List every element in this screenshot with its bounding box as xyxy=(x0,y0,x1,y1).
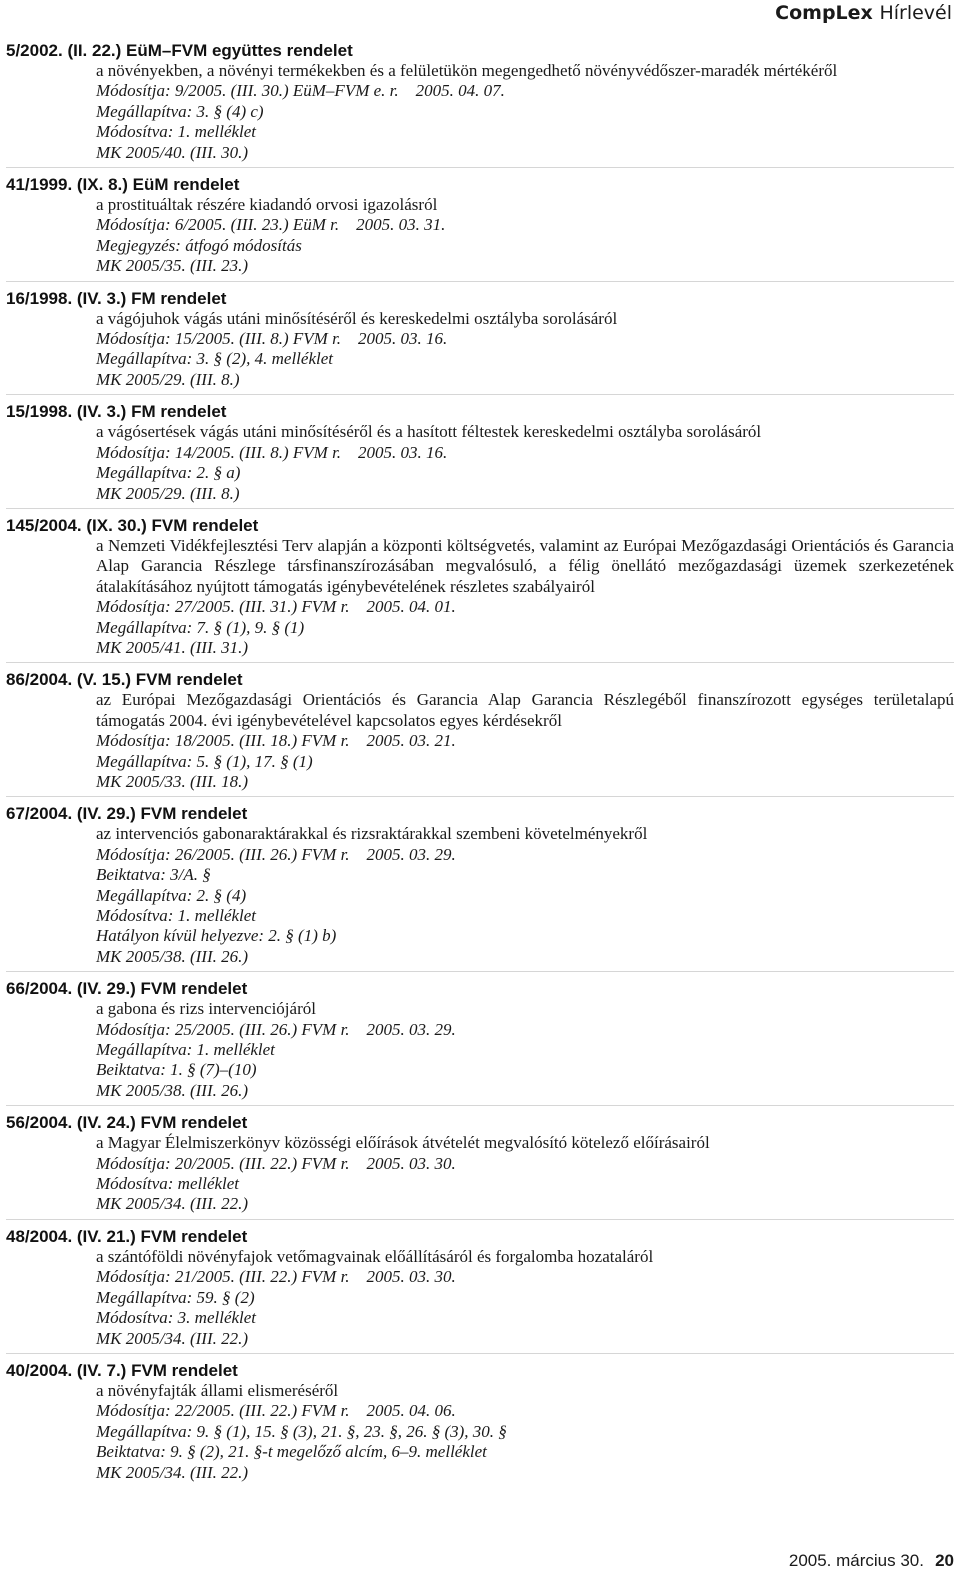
amendment-note: Módosítva: 1. melléklet xyxy=(96,906,257,925)
amendment-note: Beiktatva: 3/A. § xyxy=(96,865,211,885)
amendment-note: MK 2005/34. (III. 22.) xyxy=(96,1328,249,1348)
regulation-title: 67/2004. (IV. 29.) FVM rendelet xyxy=(6,804,248,824)
regulation-details xyxy=(6,422,954,504)
amendment-note: MK 2005/38. (III. 26.) xyxy=(96,1080,249,1100)
amendment-note: Módosítja: 14/2005. (III. 8.) FVM r. 2005. 03. 16. xyxy=(96,442,448,462)
amendment-note: Megállapítva: 2. § a) xyxy=(96,463,241,483)
amendment-note: Megállapítva: 1. melléklet xyxy=(96,1040,275,1060)
amendment-note: Módosítja: 26/2005. (III. 26.) FVM r. 2005. 03. 29. xyxy=(96,844,456,864)
regulation-description: a növényekben, a növényi termékekben és a felületükön megengedhető növényvédőszer-maradék mértékéről xyxy=(96,61,838,80)
regulation-details xyxy=(6,1381,954,1483)
regulation-title: 48/2004. (IV. 21.) FVM rendelet xyxy=(6,1226,248,1246)
amendment-note: Módosítja: 6/2005. (III. 23.) EüM r. 2005. 03. 31. xyxy=(96,215,446,235)
regulation-description: a prostituáltak részére kiadandó orvosi igazolásról xyxy=(96,195,438,215)
amendment-note: Módosítja: 22/2005. (III. 22.) FVM r. 2005. 04. 06. xyxy=(96,1401,456,1421)
regulation-details xyxy=(6,824,954,967)
regulation-entry xyxy=(6,1226,954,1354)
regulation-entry xyxy=(6,1112,954,1220)
amendment-note: Módosítja: 20/2005. (III. 22.) FVM r. 2005. 03. 30. xyxy=(96,1153,456,1173)
amendment-note: Módosítja: 15/2005. (III. 8.) FVM r. 2005. 03. 16. xyxy=(96,329,448,349)
header-brand xyxy=(775,2,952,24)
amendment-note: Módosítva: 3. melléklet xyxy=(96,1308,257,1328)
footer-date: 2005. március 30. xyxy=(788,1551,924,1570)
amendment-note: Megállapítva: 9. § (1), 15. § (3), 21. §, 23. §, 26. § (3), 30. § xyxy=(96,1421,507,1441)
brand-name: CompLex xyxy=(775,2,873,24)
amendment-note: Megállapítva: 3. § (4) c) xyxy=(96,101,264,121)
amendment-note: Megállapítva: 59. § (2) xyxy=(96,1287,255,1307)
regulation-entry xyxy=(6,978,954,1106)
amendment-note: Módosítva: melléklet xyxy=(96,1174,240,1194)
regulation-entry xyxy=(6,401,954,509)
regulation-title: 15/1998. (IV. 3.) FM rendelet xyxy=(6,402,227,422)
regulation-title: 16/1998. (IV. 3.) FM rendelet xyxy=(6,288,227,308)
amendment-note: Módosítva: 1. melléklet xyxy=(96,122,257,142)
amendment-note: Módosítja: 9/2005. (III. 30.) EüM–FVM e. r. 2005. 04. 07. xyxy=(96,81,505,101)
regulation-entry xyxy=(6,40,954,168)
regulation-title: 41/1999. (IX. 8.) EüM rendelet xyxy=(6,175,240,195)
regulation-description: a Magyar Élelmiszerkönyv közösségi előírások átvételét megvalósító kötelező előírásairól xyxy=(96,1133,710,1153)
amendment-note: Megállapítva: 7. § (1), 9. § (1) xyxy=(96,617,305,637)
regulation-details xyxy=(6,1247,954,1349)
regulation-description: a vágójuhok vágás utáni minősítéséről és kereskedelmi osztályba sorolásáról xyxy=(96,308,618,328)
regulation-details xyxy=(6,999,954,1101)
amendment-note: Módosítja: 25/2005. (III. 26.) FVM r. 2005. 03. 29. xyxy=(96,1019,456,1039)
amendment-note: Módosítja: 21/2005. (III. 22.) FVM r. 2005. 03. 30. xyxy=(96,1267,456,1287)
amendment-note: MK 2005/29. (III. 8.) xyxy=(96,369,240,389)
amendment-note: Módosítja: 18/2005. (III. 18.) FVM r. 2005. 03. 21. xyxy=(96,731,456,751)
regulation-title: 145/2004. (IX. 30.) FVM rendelet xyxy=(6,515,259,535)
amendment-note: Megállapítva: 3. § (2), 4. melléklet xyxy=(96,349,333,369)
amendment-note: Hatályon kívül helyezve: 2. § (1) b) xyxy=(96,926,337,946)
regulation-entry xyxy=(6,1360,954,1487)
regulation-description: a vágósertések vágás utáni minősítéséről és a hasított féltestek kereskedelmi osztályba sorolásáról xyxy=(96,422,762,442)
regulation-title: 86/2004. (V. 15.) FVM rendelet xyxy=(6,670,243,690)
brand-subtitle: Hírlevél xyxy=(879,2,952,24)
amendment-note: Megállapítva: 2. § (4) xyxy=(96,885,247,905)
regulation-title: 56/2004. (IV. 24.) FVM rendelet xyxy=(6,1113,248,1133)
amendment-note: MK 2005/40. (III. 30.) xyxy=(96,142,249,162)
regulation-details xyxy=(6,690,954,792)
amendment-note: MK 2005/35. (III. 23.) xyxy=(96,256,249,276)
regulation-details xyxy=(6,61,954,163)
amendment-note: MK 2005/29. (III. 8.) xyxy=(96,483,240,503)
regulation-title: 40/2004. (IV. 7.) FVM rendelet xyxy=(6,1360,238,1380)
regulation-description: a növényfajták állami elismeréséről xyxy=(96,1380,339,1400)
regulation-details xyxy=(6,309,954,391)
regulation-details xyxy=(6,195,954,277)
amendment-note: MK 2005/34. (III. 22.) xyxy=(96,1462,249,1482)
amendment-note: Megállapítva: 5. § (1), 17. § (1) xyxy=(96,751,313,771)
regulation-entry xyxy=(6,669,954,797)
amendment-note: Beiktatva: 9. § (2), 21. §-t megelőző alcím, 6–9. melléklet xyxy=(96,1442,487,1462)
amendment-note: MK 2005/34. (III. 22.) xyxy=(96,1194,249,1214)
regulation-entry xyxy=(6,803,954,972)
regulation-title: 5/2002. (II. 22.) EüM–FVM együttes rendelet xyxy=(6,41,353,60)
regulation-description: az Európai Mezőgazdasági Orientációs és Garancia Alap Garancia Részlegéből finanszírozott egységes területalapú támogatás 2004. évi igénybevételével kapcsolatos egyes kérdésekről xyxy=(96,690,954,730)
page-number: 20 xyxy=(935,1551,954,1570)
regulation-details xyxy=(6,1133,954,1215)
regulation-description: a gabona és rizs intervenciójáról xyxy=(96,999,316,1019)
amendment-note: MK 2005/33. (III. 18.) xyxy=(96,771,249,791)
amendment-note: Beiktatva: 1. § (7)–(10) xyxy=(96,1060,257,1080)
regulation-entry xyxy=(6,174,954,282)
regulation-description: az intervenciós gabonaraktárakkal és rizsraktárakkal szembeni követelményekről xyxy=(96,824,648,844)
regulation-entry xyxy=(6,515,954,663)
regulation-title: 66/2004. (IV. 29.) FVM rendelet xyxy=(6,979,248,999)
amendment-note: MK 2005/41. (III. 31.) xyxy=(96,637,249,657)
regulation-description: a Nemzeti Vidékfejlesztési Terv alapján a központi költségvetés, valamint az Európai Mezőgazdasági Orientációs és Garancia Alap Garancia Részlege társfinanszírozásában megvalósuló, a félig önellátó mezőgazdasági üzemek szerkezetének átalakításához nyújtott támogatás igénybevételének részletes szabályairól xyxy=(96,535,954,596)
regulation-details xyxy=(6,536,954,658)
amendment-note: Módosítja: 27/2005. (III. 31.) FVM r. 2005. 04. 01. xyxy=(96,597,456,617)
regulation-list xyxy=(6,40,954,1493)
regulation-entry xyxy=(6,288,954,396)
amendment-note: Megjegyzés: átfogó módosítás xyxy=(96,235,302,255)
regulation-description: a szántóföldi növényfajok vetőmagvainak előállításáról és forgalomba hozataláról xyxy=(96,1246,654,1266)
amendment-note: MK 2005/38. (III. 26.) xyxy=(96,946,249,966)
